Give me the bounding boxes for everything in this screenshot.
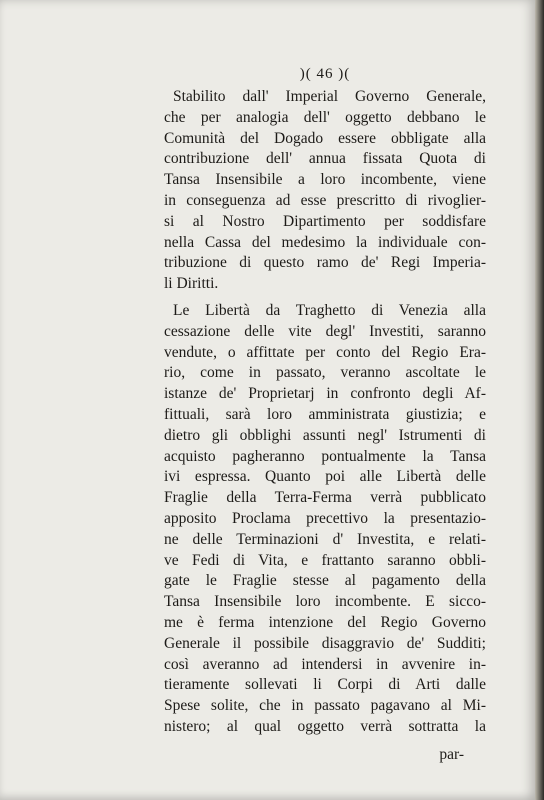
text-line: contribuzione dell' annua fissata Quota di [164, 150, 486, 168]
text-line: Le Libertà da Traghetto di Venezia alla [173, 301, 486, 319]
paragraph-2 [164, 301, 486, 738]
catchword: par- [439, 745, 464, 763]
text-line: acquisto pagheranno pontualmente la Tansa [164, 447, 486, 465]
text-line: fittuali, sarà loro amministrata giustizia; e [164, 405, 486, 423]
text-line: nella Cassa del medesimo la individuale con- [164, 233, 486, 251]
text-line: Fraglie della Terra-Ferma verrà pubblicato [164, 489, 486, 507]
page-edge-shadow [535, 0, 544, 800]
text-line: Stabilito dall' Imperial Governo Generale, [173, 88, 486, 105]
text-line: nistero; al qual oggetto verrà sottratta la [164, 717, 486, 735]
text-line: in conseguenza ad esse prescritto di rivoglier- [164, 191, 486, 209]
text-line: Tansa Insensibile loro incombente. E sicco- [164, 593, 486, 611]
text-line: cessazione delle vite degl' Investiti, saranno [164, 322, 486, 340]
text-line: rio, come in passato, veranno ascoltate le [164, 364, 486, 382]
page-number: )( 46 )( [299, 66, 351, 82]
text-line: Spese solite, che in passato pagavano al Mi- [164, 697, 486, 715]
text-block [164, 62, 486, 766]
text-line: Tansa Insensibile a loro incombente, viene [164, 171, 486, 189]
text-line: tribuzione di questo ramo de' Regi Imperia- [164, 254, 486, 272]
text-line: Comunità del Dogado essere obbligate alla [164, 129, 486, 147]
text-line: che per analogia dell' oggetto debbano le [164, 108, 486, 126]
text-line: ve Fedi di Vita, e frattanto saranno obbli- [164, 551, 486, 569]
text-line: così averanno ad intendersi in avvenire in- [164, 655, 486, 673]
text-line: tieramente sollevati li Corpi di Arti dalle [164, 676, 486, 694]
text-line: Generale il possibile disaggravio de' Sudditi; [164, 634, 486, 652]
text-line: li Diritti. [164, 275, 219, 293]
text-line: vendute, o affittate per conto del Regio Era- [164, 343, 486, 361]
paragraph-1 [164, 87, 486, 295]
text-line: si al Nostro Dipartimento per soddisfare [164, 212, 486, 230]
text-line: me è ferma intenzione del Regio Governo [164, 613, 486, 631]
text-line: dietro gli obblighi assunti negl' Istrumenti di [164, 426, 486, 444]
text-line: apposito Proclama precettivo la presentazio- [164, 509, 486, 527]
text-line: gate le Fraglie stesse al pagamento della [164, 572, 486, 590]
text-line: ne delle Terminazioni d' Investita, e relati- [164, 530, 486, 548]
text-line: istanze de' Proprietarj in confronto degli Af- [164, 385, 486, 403]
text-line: ivi espressa. Quanto poi alle Libertà delle [164, 468, 486, 486]
